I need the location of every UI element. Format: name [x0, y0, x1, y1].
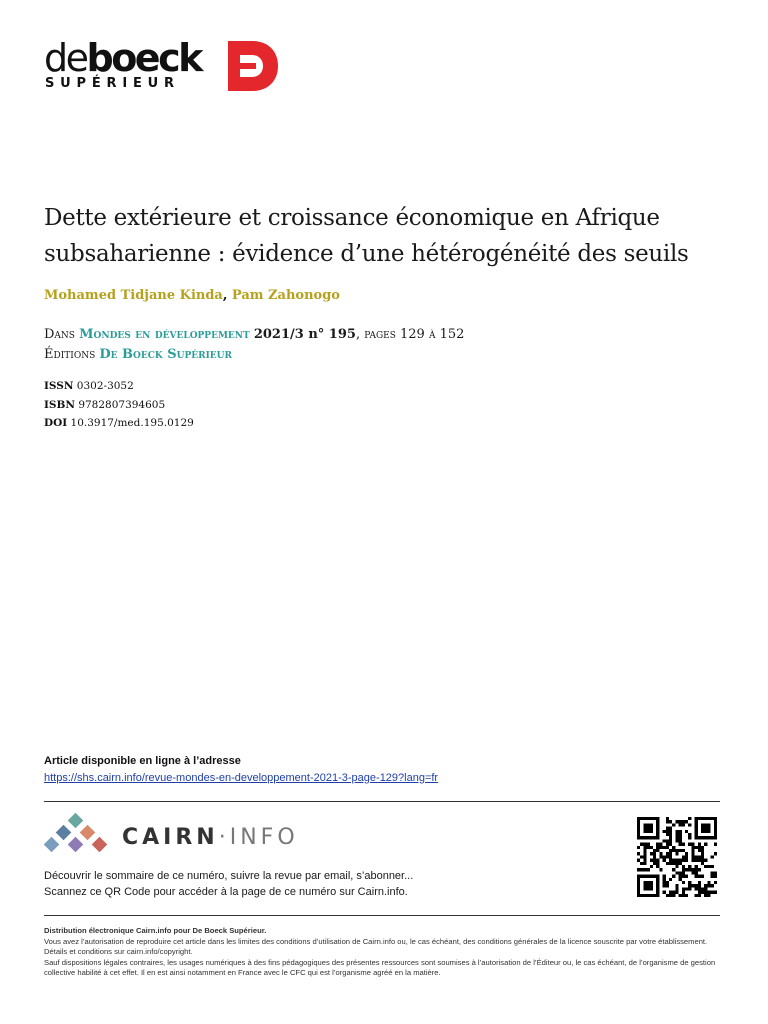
logo-wordmark	[44, 36, 201, 80]
online-availability-label: Article disponible en ligne à l’adresse	[44, 755, 241, 767]
author-link[interactable]: Pam Zahonogo	[231, 288, 340, 303]
author-link[interactable]: Mohamed Tidjane Kinda	[44, 288, 223, 303]
divider	[44, 801, 720, 802]
license-notice: Vous avez l’autorisation de reproduire cet article dans les limites des conditions d’utilisation de Cairn.info ou, le cas échéant, des conditions générales de la licence souscrite par votre établissement. Détails et conditions sur cairn.info/copyright.	[44, 936, 708, 956]
cairn-stones-icon	[44, 813, 114, 859]
journal-line	[44, 325, 464, 345]
divider	[44, 915, 720, 916]
cairn-wordmark-dot: ·	[218, 825, 230, 850]
logo-wordmark-light: de	[44, 36, 87, 80]
isbn-value: 9782807394605	[78, 398, 166, 411]
issue-number: 2021/3 n° 195	[253, 327, 356, 342]
legal-notice: Sauf dispositions légales contraires, les usages numériques à des fins pédagogiques des présentes ressources sont soumises à l’autorisation de l’Éditeur ou, le cas échéant, de l’organisme de gestion collective habilité à cet effet. Il en est ainsi notamment en France avec le CFC qui est l’organisme agréé en la matière.	[44, 957, 716, 977]
publisher-logo	[44, 36, 284, 96]
cairn-wordmark-info: INFO	[229, 825, 299, 850]
de-boeck-d-mark-icon	[228, 41, 278, 91]
identifiers	[44, 377, 194, 433]
isbn-row	[44, 396, 194, 415]
article-title-line2: subsaharienne : évidence d’une hétérogénéité des seuils	[44, 241, 689, 267]
article-title-line1: Dette extérieure et croissance économique en Afrique	[44, 205, 660, 231]
cairn-logo	[44, 813, 334, 859]
in-label: Dans	[44, 327, 75, 342]
legal-footer	[44, 926, 724, 979]
doi-label: DOI	[44, 417, 68, 429]
distribution-notice: Distribution électronique Cairn.info pour De Boeck Supérieur.	[44, 926, 267, 935]
cairn-wordmark	[122, 825, 299, 850]
cairn-description-line2: Scannez ce QR Code pour accéder à la page de ce numéro sur Cairn.info.	[44, 886, 408, 898]
journal-link[interactable]: Mondes en développement	[79, 327, 250, 342]
cairn-wordmark-cairn: CAIRN	[122, 825, 219, 850]
publication-info	[44, 325, 464, 365]
logo-wordmark-bold: boeck	[86, 36, 201, 80]
issn-value: 0302-3052	[76, 380, 134, 392]
cairn-description-line1: Découvrir le sommaire de ce numéro, suivre la revue par email, s’abonner...	[44, 870, 414, 882]
issn-row	[44, 377, 194, 396]
author-separator: ,	[222, 288, 228, 303]
editions-label: Éditions	[44, 347, 96, 362]
editions-line	[44, 345, 464, 365]
issn-label: ISSN	[44, 380, 74, 392]
page-range: , pages 129 à 152	[355, 327, 465, 342]
logo-subtitle: SUPÉRIEUR	[45, 76, 180, 91]
qr-code-icon[interactable]	[634, 817, 720, 897]
article-url-link[interactable]: https://shs.cairn.info/revue-mondes-en-developpement-2021-3-page-129?lang=fr	[44, 772, 439, 784]
isbn-label: ISBN	[44, 398, 75, 411]
doi-value[interactable]: 10.3917/med.195.0129	[70, 417, 194, 429]
authors	[44, 288, 340, 303]
article-title	[44, 200, 734, 272]
cairn-description	[44, 868, 413, 900]
publisher-link[interactable]: De Boeck Supérieur	[99, 347, 232, 362]
doi-row	[44, 414, 194, 433]
